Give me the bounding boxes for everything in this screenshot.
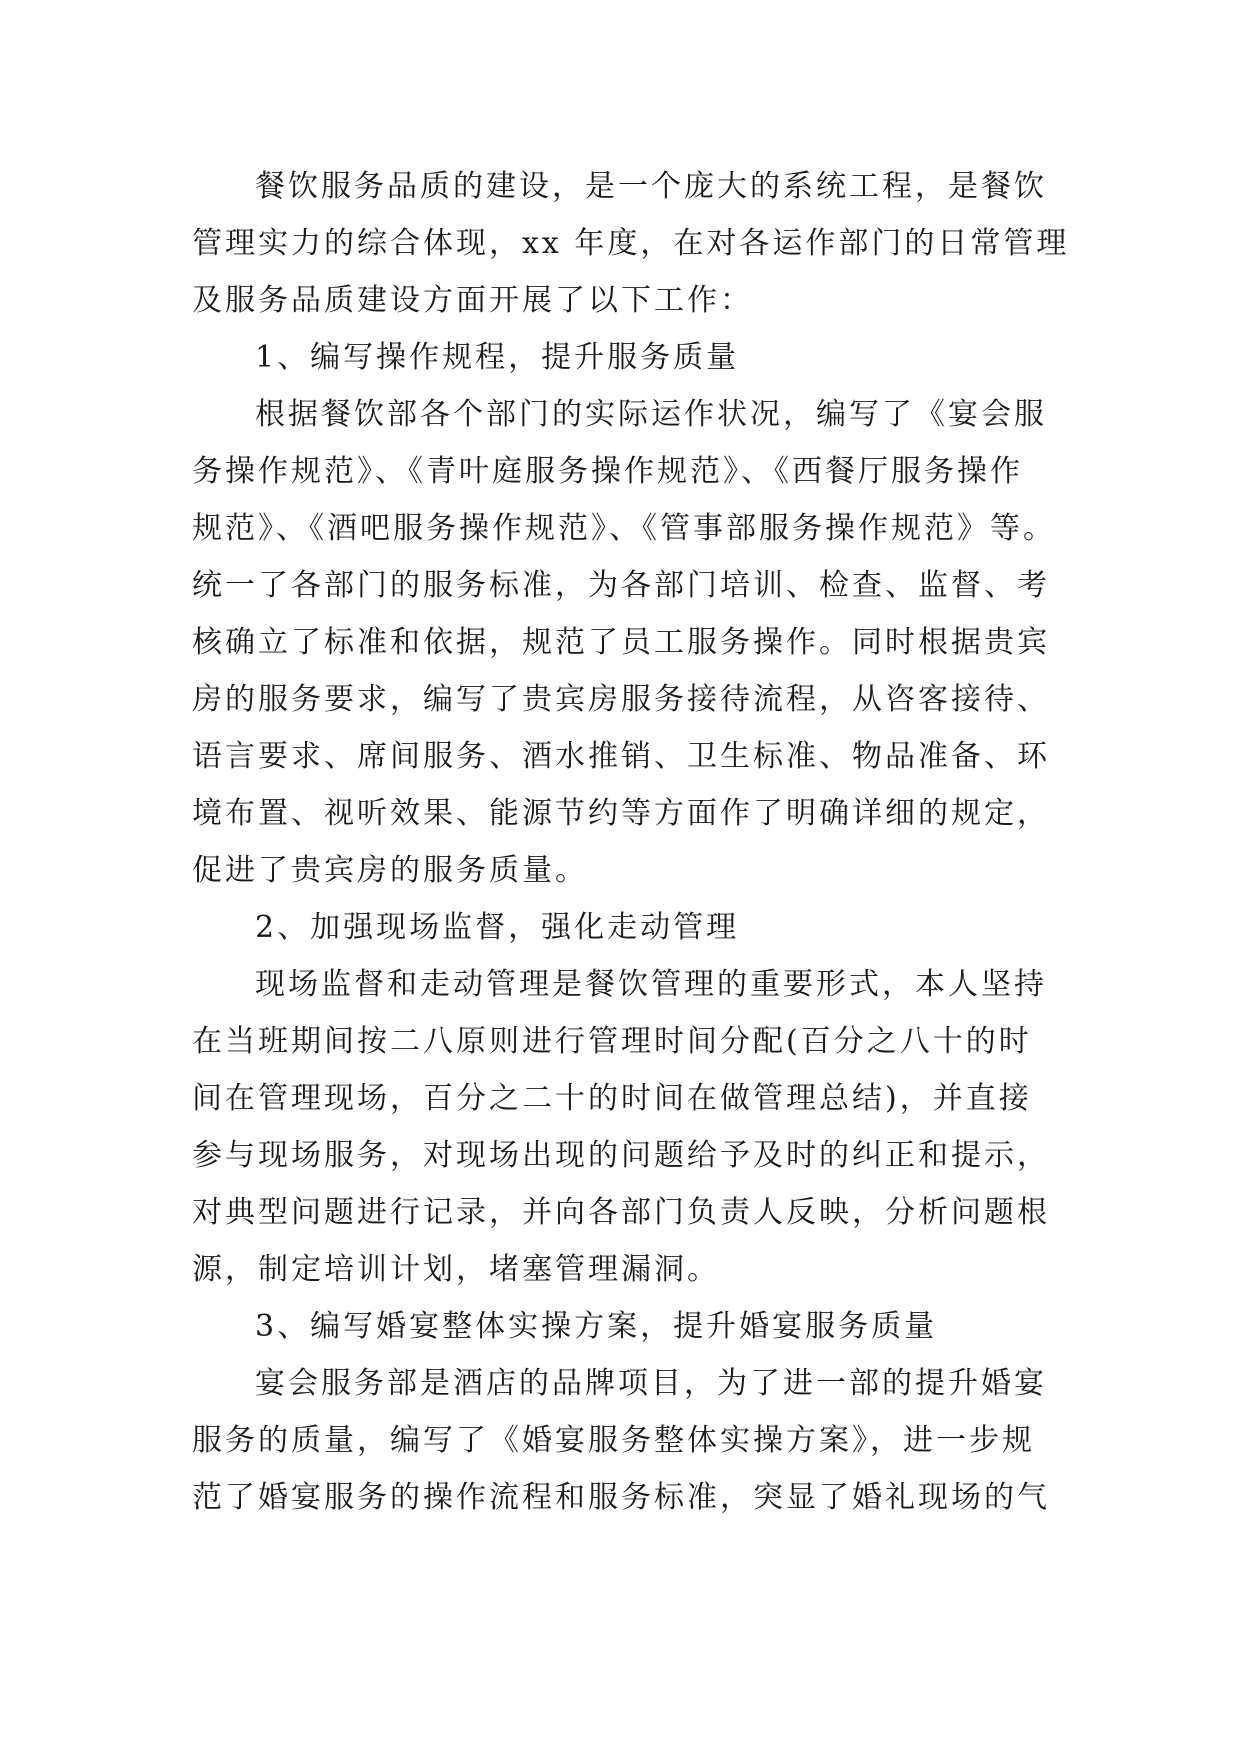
- paragraph-line: 间在管理现场，百分之二十的时间在做管理总结)，并直接: [192, 1081, 1032, 1116]
- paragraph-line: 语言要求、席间服务、酒水推销、卫生标准、物品准备、环: [192, 739, 1050, 774]
- paragraph-line: 核确立了标准和依据，规范了员工服务操作。同时根据贵宾: [192, 625, 1050, 660]
- paragraph-line: 根据餐饮部各个部门的实际运作状况，编写了《宴会服: [255, 397, 1047, 432]
- paragraph-line: 管理实力的综合体现，xx 年度，在对各运作部门的日常管理: [192, 226, 1070, 261]
- paragraph-line: 务操作规范》、《青叶庭服务操作规范》、《西餐厅服务操作: [192, 454, 1023, 489]
- paragraph-line: 境布置、视听效果、能源节约等方面作了明确详细的规定，: [192, 796, 1050, 831]
- paragraph-line: 对典型问题进行记录，并向各部门负责人反映，分析问题根: [192, 1195, 1050, 1230]
- paragraph-line: 在当班期间按二八原则进行管理时间分配(百分之八十的时: [192, 1024, 1032, 1059]
- paragraph-line: 及服务品质建设方面开展了以下工作：: [192, 283, 753, 318]
- paragraph-line: 源，制定培训计划，堵塞管理漏洞。: [192, 1252, 720, 1287]
- paragraph-line: 规范》、《酒吧服务操作规范》、《管事部服务操作规范》等。: [192, 511, 1056, 546]
- section-heading: 1、编写操作规程，提升服务质量: [255, 340, 740, 375]
- paragraph-line: 现场监督和走动管理是餐饮管理的重要形式，本人坚持: [255, 967, 1047, 1002]
- paragraph-line: 餐饮服务品质的建设，是一个庞大的系统工程，是餐饮: [255, 169, 1047, 204]
- paragraph-line: 促进了贵宾房的服务质量。: [192, 853, 588, 888]
- body-text: [192, 158, 1070, 1526]
- paragraph-line: 统一了各部门的服务标准，为各部门培训、检查、监督、考: [192, 568, 1050, 603]
- paragraph-line: 范了婚宴服务的操作流程和服务标准，突显了婚礼现场的气: [192, 1480, 1050, 1515]
- paragraph-line: 宴会服务部是酒店的品牌项目，为了进一部的提升婚宴: [255, 1366, 1047, 1401]
- paragraph-line: 参与现场服务，对现场出现的问题给予及时的纠正和提示，: [192, 1138, 1050, 1173]
- paragraph-line: 房的服务要求，编写了贵宾房服务接待流程，从咨客接待、: [192, 682, 1050, 717]
- section-heading: 3、编写婚宴整体实操方案，提升婚宴服务质量: [255, 1309, 938, 1344]
- paragraph-line: 服务的质量，编写了《婚宴服务整体实操方案》，进一步规: [192, 1423, 1035, 1458]
- section-heading: 2、加强现场监督，强化走动管理: [255, 910, 740, 945]
